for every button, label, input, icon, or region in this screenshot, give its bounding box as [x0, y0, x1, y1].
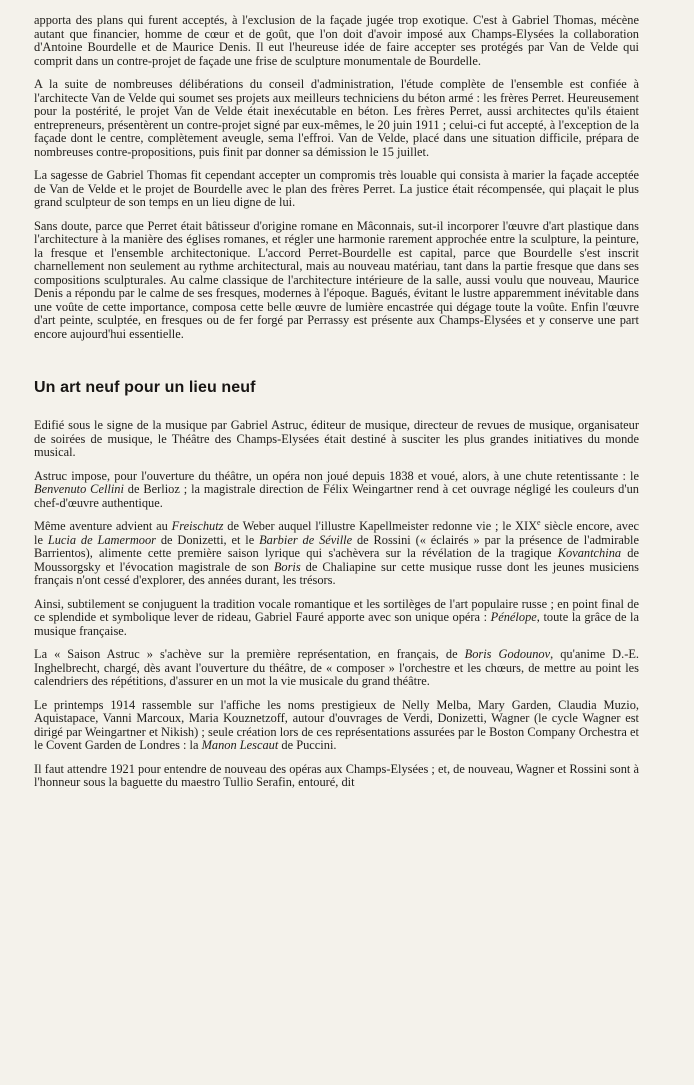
- work-title: Kovantchina: [557, 546, 622, 560]
- paragraph: apporta des plans qui furent acceptés, à l'exclusion de la façade jugée trop exotique. C'est à Gabriel Thomas, mécène autant que financier, homme de cœur et de goût, que l'on doit d'avoir imposé aux Champs-Elysées la collaboration d'Antoine Bourdelle et de Maurice Denis. Il eut l'heureuse idée de faire accepter ses protégés par Van de Velde qui comprit dans un contre-projet de façade une frise de sculpture monumentale de Bourdelle.: [34, 13, 639, 68]
- work-title: Manon Lescaut: [201, 738, 279, 752]
- text-run: de Rossini (« éclairés » par la présence de l'admirable Barrientos), alimente cette première saison lyrique qui s'achèvera sur la révélation de la tragique: [34, 532, 639, 560]
- paragraph: A la suite de nombreuses délibérations du conseil d'administration, l'étude complète de l'ensemble est confiée à l'architecte Van de Velde qui soumet ses projets aux meilleurs techniciens du béton armé : les frères Perret. Heureusement pour la postérité, le projet Van de Velde était inexécutable en béton. Les frères Perret, aussi architectes qu'ils étaient entrepreneurs, présentèrent un contre-projet signé par eux-mêmes, le 20 juin 1911 ; celui-ci fut accepté, à l'exception de la façade dont le centre, complètement aveugle, sema l'effroi. Van de Velde, placé dans une situation difficile, prépara de nombreuses contre-propositions, puis finit par donner sa démission le 15 juillet.: [34, 77, 639, 159]
- paragraph: La sagesse de Gabriel Thomas fit cependant accepter un compromis très louable qui consista à marier la façade acceptée de Van de Velde et le projet de Bourdelle avec le plan des frères Perret. La justice était récompensée, qui plaçait le plus grand sculpteur de son temps en un lieu digne de lui.: [34, 168, 639, 209]
- text-run: de Berlioz ; la magistrale direction de Félix Weingartner rend à cet ouvrage négligé les couleurs d'un chef-d'œuvre authentique.: [34, 482, 639, 510]
- work-title: Boris: [273, 559, 301, 574]
- text-run: , qu'anime D.-E. Inghelbrecht, chargé, dès avant l'ouverture du théâtre, de « composer » l'orchestre et les chœurs, de mettre au point les calendriers des répétitions, d'assurer en un mot la vie musicale du grand théâtre.: [34, 647, 639, 688]
- text-run: Ainsi, subtilement se conjuguent la tradition vocale romantique et les sortilèges de l'art populaire russe ; en point final de ce splendide et symbolique lever de rideau, Gabriel Fauré apporte avec son unique opéra :: [34, 596, 639, 624]
- superscript: e: [537, 517, 541, 527]
- paragraph: Edifié sous le signe de la musique par Gabriel Astruc, éditeur de musique, directeur de revues de musique, organisateur de soirées de musique, le Théâtre des Champs-Elysées était destiné à susciter les plus grandes initiatives du monde musical.: [34, 418, 639, 459]
- work-title: Pénélope: [490, 610, 537, 624]
- paragraph: Sans doute, parce que Perret était bâtisseur d'origine romane en Mâconnais, sut-il incorporer l'œuvre d'art plastique dans l'architecture à la manière des églises romanes, et régler une harmonie rarement approchée entre la sculpture, la peinture, la fresque et l'ensemble architectonique. L'accord Perret-Bourdelle est capital, parce que Bourdelle s'est inscrit charnellement non seulement au rythme architectural, mais au nouveau matériau, tant dans la partie fresque que dans ses compositions sculpturales. Au calme classique de l'architecture intérieure de la salle, aussi voulu que nouveau, Maurice Denis a répondu par le calme de ses fresques, modernes à l'époque. Bagués, évitant le lustre apparemment inévitable dans une voûte de cette importance, composa cette belle œuvre de lumière encastrée qui dégage toute la voûte. Enfin l'œuvre d'art peinte, sculptée, en fresques ou de fer forgé par Perrassy est présente aux Champs-Elysées et y conserve une part encore aujourd'hui essentielle.: [34, 218, 639, 341]
- paragraph: Il faut attendre 1921 pour entendre de nouveau des opéras aux Champs-Elysées ; et, de nouveau, Wagner et Rossini sont à l'honneur sous la baguette du maestro Tullio Serafin, entouré, dit: [34, 761, 639, 789]
- paragraph: [34, 470, 639, 511]
- text-run: Astruc impose, pour l'ouverture du théâtre, un opéra non joué depuis 1838 et voué, alors, à une chute retentissante : le: [34, 468, 639, 483]
- text-run: Le printemps 1914 rassemble sur l'affiche les noms prestigieux de Nelly Melba, Mary Garden, Claudia Muzio, Aquistapace, Vanni Marcoux, Maria Kouznetzoff, autour d'ouvrages de Verdi, Donizetti, Wagner (le cycle Wagner est dirigé par Weingartner et Nikish) ; seule création lors de ces représentations assurées par le Boston Company Orchestra et le Covent Garden de Londres : la: [34, 697, 639, 752]
- section-title: Un art neuf pour un lieu neuf: [34, 379, 256, 396]
- text-run: de Donizetti, et le: [155, 532, 260, 547]
- text-run: siècle encore, avec le: [34, 519, 639, 547]
- text-run: de Weber auquel l'illustre Kapellmeister redonne vie ; le XIX: [223, 519, 538, 533]
- work-title: Freischutz: [171, 519, 224, 533]
- text-run: La « Saison Astruc » s'achève sur la première représentation, en français, de: [34, 647, 465, 661]
- paragraph: [34, 648, 639, 689]
- work-title: Lucia de Lamermoor: [47, 532, 156, 547]
- text-run: , toute la grâce de la musique française.: [34, 610, 639, 638]
- work-title: Boris Godounov: [464, 647, 551, 661]
- paragraph: [34, 517, 640, 588]
- text-column: [34, 14, 639, 800]
- text-run: de Puccini.: [278, 738, 337, 752]
- work-title: Barbier de Séville: [259, 532, 353, 547]
- text-run: de Moussorgsky et l'évocation magistrale de son: [34, 546, 640, 574]
- paragraph: [34, 598, 639, 639]
- text-run: de Chaliapine sur cette musique russe dont les jeunes musiciens français n'ont cessé d'explorer, des années durant, les trésors.: [34, 559, 639, 587]
- text-run: Même aventure advient au: [34, 519, 172, 533]
- paragraph: [34, 699, 639, 753]
- work-title: Benvenuto Cellini: [34, 482, 124, 496]
